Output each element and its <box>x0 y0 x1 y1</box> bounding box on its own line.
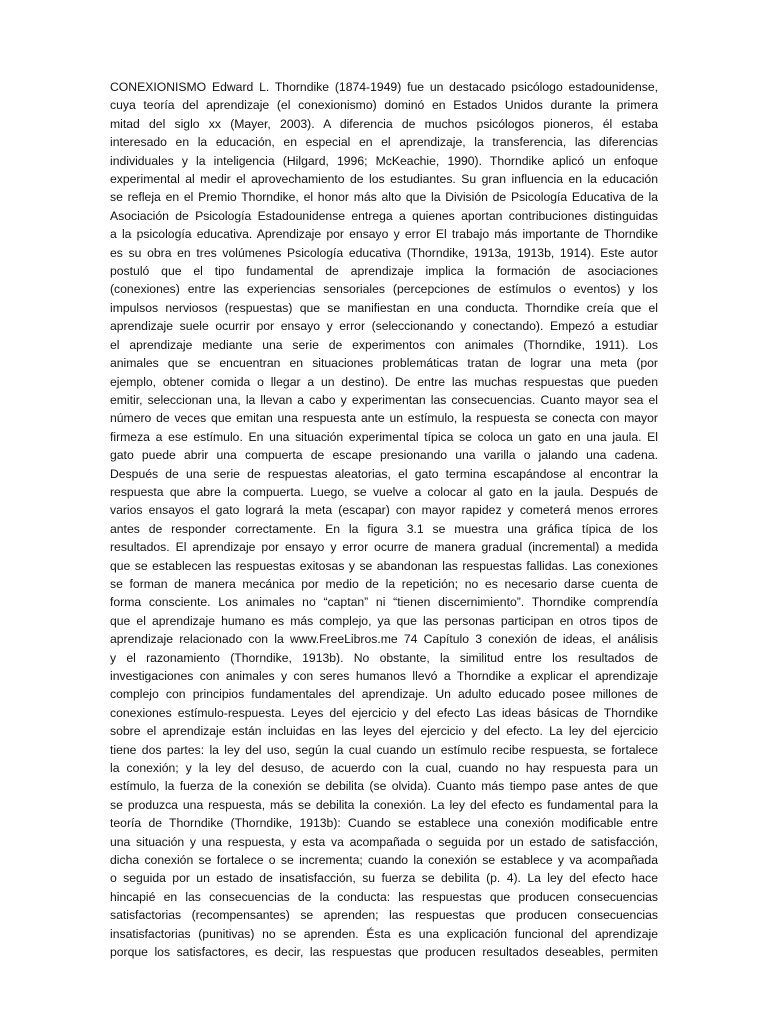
text-line: aprendizaje suele ocurrir por ensayo y error (seleccionando y conectando). Empezó a estudiar <box>110 319 658 334</box>
text-line: se refleja en el Premio Thorndike, el honor más alto que la División de Psicología Educativa de la <box>110 190 658 205</box>
text-line: (conexiones) entre las experiencias sensoriales (percepciones de estímulos o eventos) y los <box>110 282 658 297</box>
text-line: gato puede abrir una compuerta de escape presionando una varilla o jalando una cadena. <box>110 448 658 463</box>
text-line: complejo con principios fundamentales del aprendizaje. Un adulto educado posee millones de <box>110 687 658 702</box>
text-line: porque los satisfactores, es decir, las respuestas que producen resultados deseables, permiten <box>110 945 658 960</box>
text-line: se produzca una respuesta, más se debilita la conexión. La ley del efecto es fundamental para la <box>110 797 658 812</box>
text-line: Asociación de Psicología Estadounidense entrega a quienes aportan contribuciones distinguidas <box>110 208 658 223</box>
text-line: que el aprendizaje humano es más complejo, ya que las personas participan en otros tipos de <box>110 613 658 628</box>
text-line: hincapié en las consecuencias de la conducta: las respuestas que producen consecuencias <box>110 889 658 904</box>
text-line: se forman de manera mecánica por medio de la repetición; no es necesario darse cuenta de <box>110 576 658 591</box>
text-line: conexiones estímulo-respuesta. Leyes del ejercicio y del efecto Las ideas básicas de Thorndike <box>110 705 658 720</box>
text-line: mitad del siglo xx (Mayer, 2003). A diferencia de muchos psicólogos pioneros, él estaba <box>110 116 658 131</box>
text-line: número de veces que emitan una respuesta ante un estímulo, la respuesta se conecta con mayor <box>110 411 658 426</box>
body-paragraph <box>110 78 658 962</box>
text-line: animales que se encuentran en situaciones problemáticas tratan de lograr una meta (por <box>110 356 658 371</box>
text-line: la conexión; y la ley del desuso, de acuerdo con la cual, cuando no hay respuesta para un <box>110 761 658 776</box>
text-line: es su obra en tres volúmenes Psicología educativa (Thorndike, 1913a, 1913b, 1914). Este autor <box>110 245 658 260</box>
text-line: emitir, seleccionan una, la llevan a cabo y experimentan las consecuencias. Cuanto mayor sea el <box>110 392 658 407</box>
text-line: investigaciones con animales y con seres humanos llevó a Thorndike a explicar el aprendizaje <box>110 669 658 683</box>
text-line: teoría de Thorndike (Thorndike, 1913b): Cuando se establece una conexión modificable entre <box>110 816 658 831</box>
text-line: o seguida por un estado de insatisfacción, su fuerza se debilita (p. 4). La ley del efecto hace <box>110 871 658 886</box>
text-line: postuló que el tipo fundamental de aprendizaje implica la formación de asociaciones <box>110 264 658 279</box>
text-line: ejemplo, obtener comida o llegar a un destino). De entre las muchas respuestas que pueden <box>110 374 658 389</box>
text-line: impulsos nerviosos (respuestas) que se manifiestan en una conducta. Thorndike creía que el <box>110 300 658 315</box>
text-line: experimental al medir el aprovechamiento de los estudiantes. Su gran influencia en la educación <box>110 172 658 187</box>
text-line: cuya teoría del aprendizaje (el conexionismo) dominó en Estados Unidos durante la primera <box>110 98 658 113</box>
text-line: respuesta que abre la compuerta. Luego, se vuelve a colocar al gato en la jaula. Después de <box>110 484 658 499</box>
text-line: firmeza a ese estímulo. En una situación experimental típica se coloca un gato en una jaula. El <box>110 429 658 444</box>
text-line: y el razonamiento (Thorndike, 1913b). No obstante, la similitud entre los resultados de <box>110 650 658 665</box>
text-line: varios ensayos el gato logrará la meta (escapar) con mayor rapidez y cometerá menos errores <box>110 503 658 518</box>
text-line: a la psicología educativa. Aprendizaje por ensayo y error El trabajo más importante de Thorndike <box>110 227 658 242</box>
text-line: CONEXIONISMO Edward L. Thorndike (1874-1949) fue un destacado psicólogo estadounidense, <box>110 80 658 94</box>
text-line: forma consciente. Los animales no “captan” ni “tienen discernimiento”. Thorndike comprendía <box>110 595 658 610</box>
text-line: insatisfactorias (punitivas) no se aprenden. Ésta es una explicación funcional del aprendizaje <box>110 926 658 941</box>
text-line: que se establecen las respuestas exitosas y se abandonan las respuestas fallidas. Las conexiones <box>110 558 658 573</box>
text-line: tiene dos partes: la ley del uso, según la cual cuando un estímulo recibe respuesta, se fortalece <box>110 742 658 757</box>
text-line: aprendizaje relacionado con la www.FreeLibros.me 74 Capítulo 3 conexión de ideas, el análisis <box>110 632 658 647</box>
text-line: satisfactorias (recompensantes) se aprenden; las respuestas que producen consecuencias <box>110 908 658 923</box>
text-line: el aprendizaje mediante una serie de experimentos con animales (Thorndike, 1911). Los <box>110 337 658 352</box>
text-line: sobre el aprendizaje están incluidas en las leyes del ejercicio y del efecto. La ley del ejercicio <box>110 724 658 739</box>
text-line: Después de una serie de respuestas aleatorias, el gato termina escapándose al encontrar la <box>110 466 658 481</box>
text-line: resultados. El aprendizaje por ensayo y error ocurre de manera gradual (incremental) a medida <box>110 540 658 555</box>
text-line: una situación y una respuesta, y esta va acompañada o seguida por un estado de satisfacción, <box>110 834 658 849</box>
text-line: interesado en la educación, en especial en el aprendizaje, la transferencia, las diferencias <box>110 135 658 150</box>
text-line: estímulo, la fuerza de la conexión se debilita (se olvida). Cuanto más tiempo pase antes de que <box>110 779 658 794</box>
text-line: individuales y la inteligencia (Hilgard, 1996; McKeachie, 1990). Thorndike aplicó un enfoque <box>110 153 658 168</box>
text-line: antes de responder correctamente. En la figura 3.1 se muestra una gráfica típica de los <box>110 521 658 536</box>
text-line: dicha conexión se fortalece o se incrementa; cuando la conexión se establece y va acompañada <box>110 853 658 868</box>
